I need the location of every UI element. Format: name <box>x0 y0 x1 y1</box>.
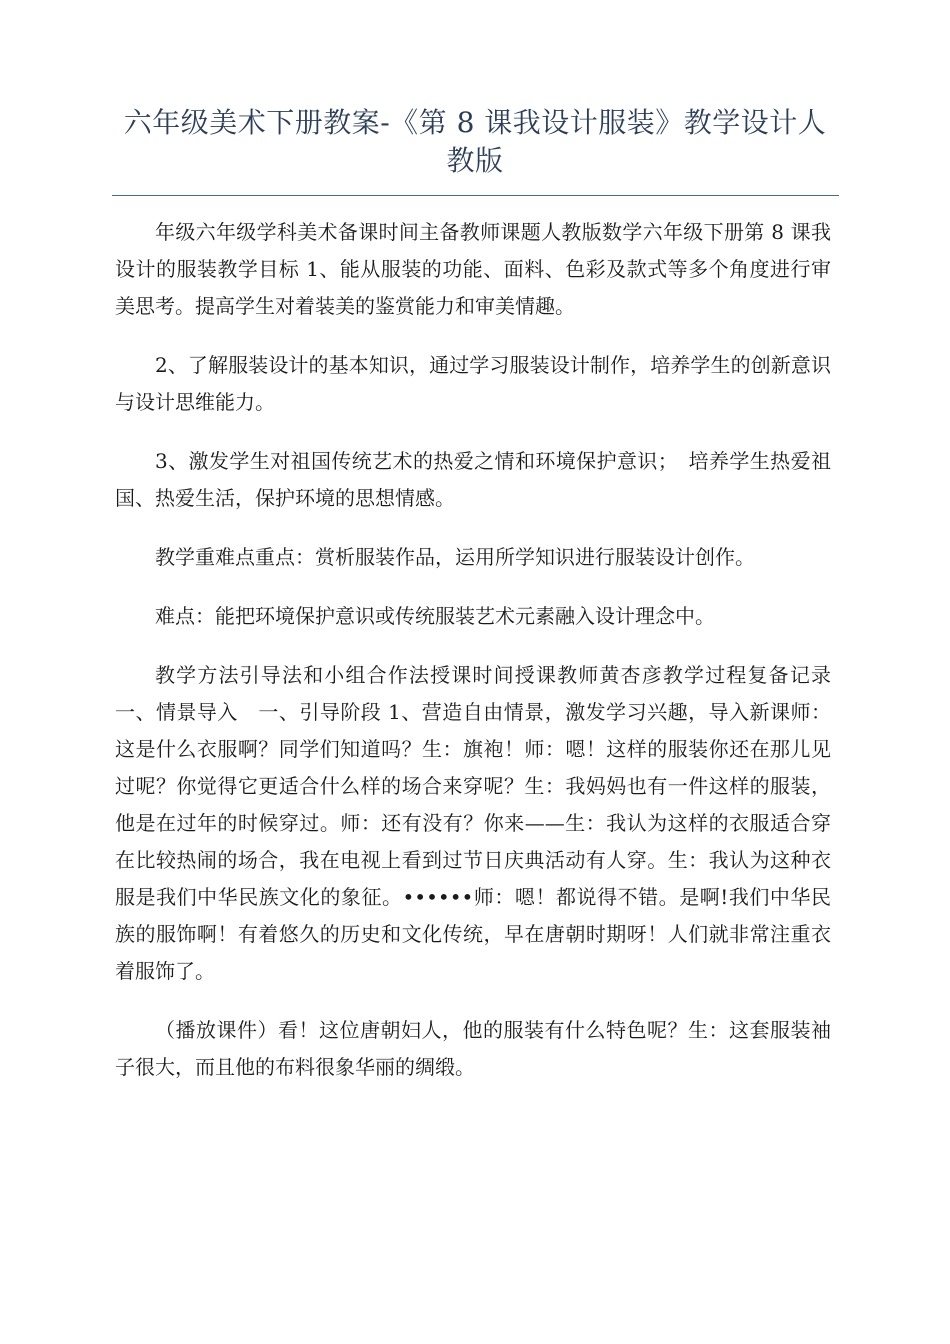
title-divider <box>112 195 839 196</box>
document-body <box>115 214 831 1108</box>
title-line-2: 教版 <box>446 144 504 177</box>
paragraph-teaching-process: 教学方法引导法和小组合作法授课时间授课教师黄杏彦教学过程复备记录一、情景导入 一、引导阶段 1、营造自由情景，激发学习兴趣，导入新课师：这是什么衣服啊？同学们知道吗？生：旗袍！师：嗯！这样的服装你还在那儿见过呢？你觉得它更适合什么样的场合来穿呢？生：我妈妈也有一件这样的服装，他是在过年的时候穿过。师：还有没有？你来——生：我认为这样的衣服适合穿在比较热闹的场合，我在电视上看到过节日庆典活动有人穿。生：我认为这种衣服是我们中华民族文化的象征。••••••师：嗯！都说得不错。是啊!我们中华民族的服饰啊！有着悠久的历史和文化传统，早在唐朝时期呀！人们就非常注重衣着服饰了。 <box>115 663 831 983</box>
document-title <box>110 104 840 180</box>
paragraph-key-points: 教学重难点重点：赏析服装作品，运用所学知识进行服装设计创作。 <box>155 545 755 569</box>
paragraph-difficulties: 难点：能把环境保护意识或传统服装艺术元素融入设计理念中。 <box>155 604 715 628</box>
title-line-1: 六年级美术下册教案-《第 8 课我设计服装》教学设计人 <box>123 106 827 139</box>
paragraph-courseware: （播放课件）看！这位唐朝妇人，他的服装有什么特色呢？生：这套服装袖子很大，而且他的布料很象华丽的绸缎。 <box>115 1018 831 1079</box>
paragraph-objectives-2: 2、了解服装设计的基本知识，通过学习服装设计制作，培养学生的创新意识与设计思维能力。 <box>115 353 831 414</box>
paragraph-objectives-1: 年级六年级学科美术备课时间主备教师课题人教版数学六年级下册第 8 课我设计的服装教学目标 1、能从服装的功能、面料、色彩及款式等多个角度进行审美思考。提高学生对着装美的鉴赏能力和审美情趣。 <box>115 220 831 318</box>
paragraph-objectives-3: 3、激发学生对祖国传统艺术的热爱之情和环境保护意识； 培养学生热爱祖国、热爱生活，保护环境的思想情感。 <box>115 449 831 510</box>
